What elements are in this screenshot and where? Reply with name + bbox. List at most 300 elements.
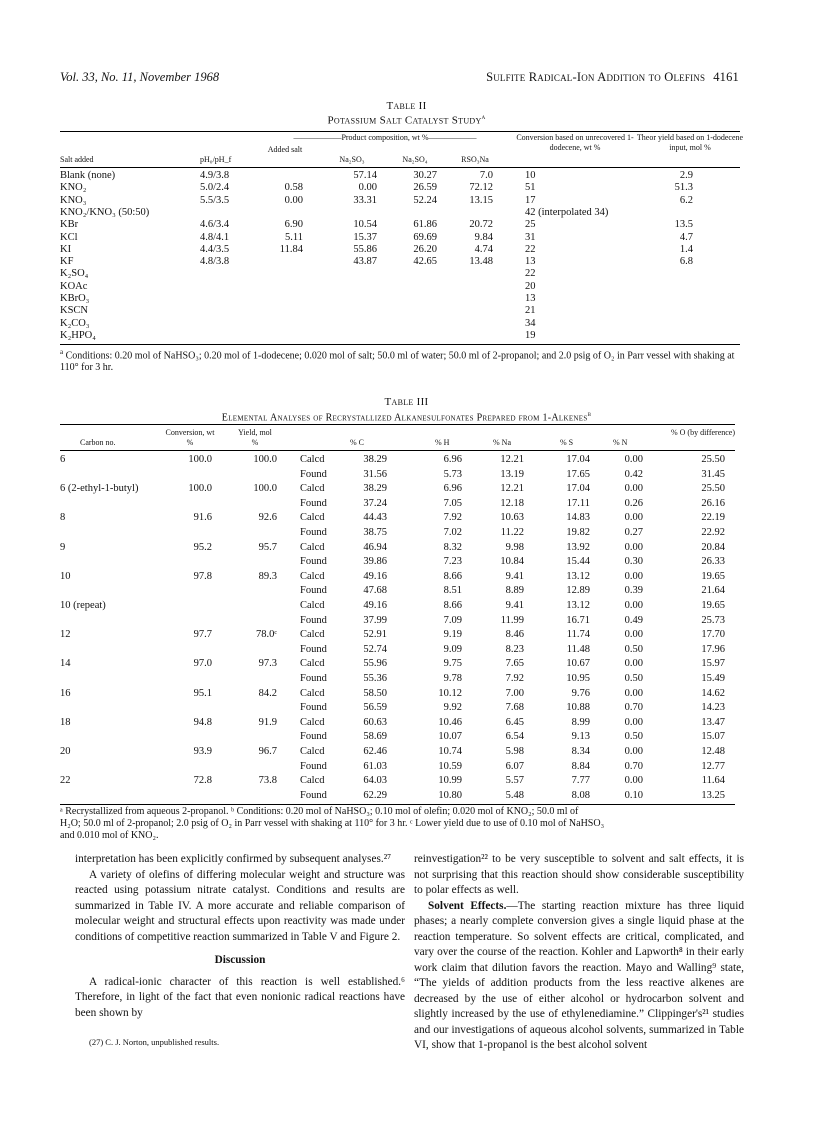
table3-cell-na: 6.54 <box>505 731 524 743</box>
table3-cell-s: 15.44 <box>566 556 590 568</box>
table3-cell-type: Found <box>300 497 327 509</box>
table3-cell-conv: 72.8 <box>193 775 212 787</box>
table2-header-ph: pH₀/pH_f <box>200 155 232 164</box>
table2-cell-theor: 51.3 <box>674 182 693 194</box>
table2-cell-na2so4: 69.69 <box>413 231 437 243</box>
table3-cell-yield: 91.9 <box>258 716 277 728</box>
table3-cell-n: 0.00 <box>624 600 643 611</box>
table3-cell-o: 26.16 <box>701 497 725 509</box>
table3-cell-yield: 100.0 <box>253 483 277 495</box>
table3-cell-c: 62.46 <box>363 746 387 757</box>
running-title-text: Sulfite Radical-Ion Addition to Olefins <box>486 70 706 84</box>
table2-cell-salt: KBrO₃ <box>60 293 90 304</box>
table3-cell-s: 17.04 <box>566 454 590 465</box>
table3-header-rule <box>60 450 735 451</box>
table3-cell-na: 5.57 <box>505 775 524 787</box>
table3-cell-h: 6.96 <box>443 483 462 495</box>
table3-cell-na: 5.98 <box>505 746 524 757</box>
table3-cell-type: Found <box>300 702 327 714</box>
table3-cell-na: 7.65 <box>505 658 524 670</box>
table3-cell-carbon: 8 <box>60 512 66 524</box>
table3-cell-na: 9.41 <box>505 570 524 582</box>
table3-cell-yield: 89.3 <box>258 570 277 582</box>
table3-title <box>0 410 813 423</box>
table3-cell-c: 47.68 <box>363 585 387 597</box>
left-paragraph-3: A radical-ionic character of this reaction is well established.⁶ Therefore, in light of the fact that even nonionic radical reactions have been shown by <box>75 975 405 1019</box>
table3-cell-na: 7.68 <box>505 702 524 714</box>
table2-header-added: Added salt <box>267 145 303 154</box>
table2-cell-conv: 22 <box>525 243 536 255</box>
table2-cell-theor: 4.7 <box>679 231 693 243</box>
table3-cell-yield: 73.8 <box>258 775 277 787</box>
table3-cell-o: 21.64 <box>701 585 725 597</box>
table2-cell-na2so3: 10.54 <box>353 219 377 231</box>
table3-cell-c: 61.03 <box>363 760 387 772</box>
table3-cell-n: 0.00 <box>624 541 643 553</box>
table3-cell-na: 7.92 <box>505 673 524 684</box>
table3-cell-s: 13.92 <box>566 541 590 553</box>
table3-cell-c: 38.75 <box>363 527 387 538</box>
table3-cell-type: Found <box>300 527 327 538</box>
table3-cell-na: 12.21 <box>500 483 524 495</box>
table2-cell-ph: 4.8/4.1 <box>200 231 230 243</box>
table2-cell-salt: KI <box>60 243 72 255</box>
table2-cell-salt: KNO₂/KNO₃ (50:50) <box>60 206 150 218</box>
table3-cell-n: 0.70 <box>624 760 643 772</box>
table3-cell-c: 58.50 <box>363 687 387 699</box>
table3-cell-s: 8.34 <box>571 746 590 757</box>
table3-cell-type: Calcd <box>300 629 325 641</box>
left-paragraph-2: A variety of olefins of differing molecular weight and structure was reacted using potassium nitrate catalyst. Conditions and results are summarized in Table IV. A more accurate and reliable comparison of molecular weight and structural effects upon reactivity was made under conditions of competitive reaction summarized in Table V and Figure 2. <box>75 868 405 943</box>
table3-cell-c: 31.56 <box>363 468 387 480</box>
table2-group-header-text: Product composition, wt % <box>341 133 429 142</box>
table3-footnote-line2: H₂O; 50.0 ml of 2-propanol; 2.0 psig of O₂ in Parr vessel with shaking at 110° for 3 hr. ᶜ Lower yield due to use of 0.10 mol of NaHSO₃ <box>60 818 605 829</box>
table2-footnote-mark: a <box>60 348 64 356</box>
table3-cell-h: 8.66 <box>443 570 462 582</box>
table3-header-s: % S <box>560 438 574 447</box>
table3-cell-s: 11.74 <box>566 629 590 641</box>
table3-cell-conv: 95.2 <box>193 541 212 553</box>
table2-cell-conv: 20 <box>525 280 536 292</box>
table3-cell-s: 10.88 <box>566 702 590 714</box>
table2-cell-ph: 5.0/2.4 <box>200 182 230 194</box>
table2-cell-added: 5.11 <box>285 231 303 243</box>
right-column <box>414 852 744 1054</box>
table3-cell-na: 8.89 <box>505 585 524 597</box>
table3-cell-o: 14.23 <box>701 702 725 714</box>
table2-cell-rso3na: 13.48 <box>469 256 493 268</box>
table3-cell-n: 0.00 <box>624 775 643 787</box>
table3-cell-n: 0.00 <box>624 483 643 495</box>
table2-cell-conv: 10 <box>525 170 536 181</box>
table3-cell-n: 0.39 <box>624 585 643 597</box>
table3-cell-conv: 95.1 <box>193 687 212 699</box>
table3-cell-na: 12.21 <box>500 454 524 465</box>
table3-cell-c: 49.16 <box>363 570 387 582</box>
table2-cell-conv: 17 <box>525 194 536 206</box>
table3-cell-yield: 100.0 <box>253 454 277 465</box>
table2-cell-ph: 4.9/3.8 <box>200 170 230 181</box>
table3-cell-o: 25.50 <box>701 483 725 495</box>
table2-cell-rso3na: 4.74 <box>474 243 493 255</box>
table3-cell-carbon: 10 (repeat) <box>60 600 106 611</box>
table3-cell-o: 26.33 <box>701 556 725 568</box>
table2-cell-na2so3: 33.31 <box>353 194 377 206</box>
table3-cell-o: 13.47 <box>701 716 725 728</box>
table3-cell-type: Found <box>300 556 327 568</box>
table2-header-conversion: Conversion based on unrecovered 1-dodecene, wt % <box>516 133 634 152</box>
table3-cell-na: 10.63 <box>500 512 524 524</box>
table3-cell-carbon: 9 <box>60 541 66 553</box>
table2-cell-conv: 31 <box>525 231 536 243</box>
table3-cell-na: 11.99 <box>500 614 524 626</box>
table3-cell-conv: 94.8 <box>193 716 212 728</box>
table3-cell-carbon: 12 <box>60 629 71 641</box>
table2-cell-na2so4: 61.86 <box>413 219 437 231</box>
table2-group-header: ——————Product composition, wt %—————— <box>293 133 477 142</box>
table3-cell-h: 9.78 <box>443 673 462 684</box>
table2-cell-theor: 13.5 <box>674 219 693 231</box>
table3-cell-carbon: 20 <box>60 746 71 757</box>
table3-cell-h: 10.46 <box>438 716 462 728</box>
table3-cell-h: 8.66 <box>443 600 462 611</box>
table3-cell-o: 15.97 <box>701 658 725 670</box>
table3-cell-h: 9.75 <box>443 658 462 670</box>
table3-cell-yield: 78.0ᶜ <box>255 629 277 641</box>
table3-cell-c: 62.29 <box>363 789 387 801</box>
table2-cell-conv: 51 <box>525 182 536 194</box>
reference-27: (27) C. J. Norton, unpublished results. <box>89 1037 220 1047</box>
table3-cell-s: 19.82 <box>566 527 590 538</box>
table3-cell-na: 6.07 <box>505 760 524 772</box>
table3-cell-conv: 97.0 <box>193 658 212 670</box>
table3-cell-s: 17.65 <box>566 468 590 480</box>
table2-cell-added: 6.90 <box>284 219 303 231</box>
table2-cell-conv: 13 <box>525 256 536 268</box>
table2-title-text: Potassium Salt Catalyst Study <box>327 114 482 127</box>
table3-cell-s: 10.67 <box>566 658 590 670</box>
table3-cell-na: 11.22 <box>500 527 524 538</box>
table2-cell-added: 0.58 <box>284 182 303 194</box>
journal-citation: Vol. 33, No. 11, November 1968 <box>60 70 220 84</box>
table2-cell-conv: 25 <box>525 219 536 231</box>
table3-cell-c: 55.96 <box>363 658 387 670</box>
table2-cell-added: 11.84 <box>279 243 303 255</box>
table3-cell-o: 19.65 <box>701 570 725 582</box>
table3-cell-c: 37.24 <box>363 497 387 509</box>
table3-cell-o: 22.92 <box>701 527 725 538</box>
table2-cell-rso3na: 7.0 <box>479 170 493 181</box>
table3-cell-conv: 93.9 <box>193 746 212 757</box>
table3-cell-na: 8.46 <box>505 629 524 641</box>
table2-footnote-text: Conditions: 0.20 mol of NaHSO₃; 0.20 mol of 1-dodecene; 0.020 mol of salt; 50.0 ml of water; 50.0 ml of 2-propanol; and 2.0 psig of O₂ in Parr vessel with shaking at 110° for 3 hr. <box>60 350 735 374</box>
right-paragraph-2 <box>414 899 744 1054</box>
table3-cell-type: Found <box>300 643 327 655</box>
table3-cell-h: 10.12 <box>438 687 462 699</box>
table3-cell-o: 31.45 <box>701 468 725 480</box>
table3-cell-type: Found <box>300 468 327 480</box>
table3-cell-c: 37.99 <box>363 614 387 626</box>
table2-cell-ph: 4.8/3.8 <box>200 256 230 268</box>
table3-cell-s: 14.83 <box>566 512 590 524</box>
table3-cell-h: 10.99 <box>438 775 462 787</box>
table3-cell-s: 13.12 <box>566 570 590 582</box>
table2-cell-salt: K₂HPO₄ <box>60 329 96 341</box>
table3-cell-c: 44.43 <box>363 512 387 524</box>
table2-cell-salt: KNO₃ <box>60 194 87 206</box>
table3-cell-type: Found <box>300 760 327 772</box>
table3-cell-yield: 92.6 <box>258 512 277 524</box>
table3-cell-o: 17.70 <box>701 629 725 641</box>
table3-cell-s: 10.95 <box>566 673 590 684</box>
table3-cell-carbon: 6 <box>60 454 66 465</box>
table2-cell-salt: KSCN <box>60 305 89 317</box>
table3-cell-n: 0.42 <box>624 468 643 480</box>
table2-cell-na2so4: 42.65 <box>413 256 437 268</box>
table3-cell-c: 52.74 <box>363 643 387 655</box>
table3-cell-type: Calcd <box>300 570 325 582</box>
table3-cell-h: 9.09 <box>443 643 462 655</box>
table3-cell-o: 11.64 <box>701 775 725 787</box>
table3-cell-conv: 97.7 <box>193 629 212 641</box>
table2-cell-conv: 13 <box>525 293 536 304</box>
table3-cell-na: 6.45 <box>505 716 524 728</box>
table2-cell-theor: 2.9 <box>679 170 693 181</box>
table2-cell-conv: 19 <box>525 329 536 341</box>
table3-cell-type: Found <box>300 731 327 743</box>
table2-cell-na2so4: 30.27 <box>413 170 437 181</box>
table3-header-o: % O (by difference) <box>670 428 736 437</box>
table3-cell-h: 5.73 <box>443 468 462 480</box>
table3-cell-h: 9.92 <box>443 702 462 714</box>
table2-cell-conv: 34 <box>525 317 536 329</box>
table3-cell-h: 6.96 <box>443 454 462 465</box>
table2-cell-salt: KOAc <box>60 280 88 292</box>
table3-cell-o: 12.48 <box>701 746 725 757</box>
table3-cell-conv: 100.0 <box>188 483 212 495</box>
table3-cell-type: Found <box>300 585 327 597</box>
table3-header-h: % H <box>435 438 450 447</box>
table2-header-theor-yield: Theor yield based on 1-dodecene input, mol % <box>636 133 744 152</box>
table3-cell-s: 8.84 <box>571 760 590 772</box>
table2-cell-rso3na: 13.15 <box>469 194 493 206</box>
table3-cell-conv: 97.8 <box>193 570 212 582</box>
table3-cell-h: 7.92 <box>443 512 462 524</box>
table3-cell-o: 12.77 <box>701 760 725 772</box>
table3-cell-type: Calcd <box>300 483 325 495</box>
table3-label: Table III <box>384 396 429 408</box>
table3-cell-s: 8.99 <box>571 716 590 728</box>
table3-cell-h: 10.80 <box>438 789 462 801</box>
table2-cell-na2so4: 26.59 <box>413 182 437 194</box>
table3-cell-h: 10.74 <box>438 746 462 757</box>
table3-cell-na: 9.41 <box>505 600 524 611</box>
table3-cell-h: 7.23 <box>443 556 462 568</box>
table3-cell-na: 7.00 <box>505 687 524 699</box>
table3-cell-n: 0.70 <box>624 702 643 714</box>
table3-cell-s: 11.48 <box>566 643 590 655</box>
table3-cell-type: Calcd <box>300 775 325 787</box>
table3-cell-type: Calcd <box>300 716 325 728</box>
table2-cell-ph: 4.4/3.5 <box>200 243 230 255</box>
subsection-heading-solvent-effects: Solvent Effects. <box>428 899 507 912</box>
table3-cell-c: 60.63 <box>363 716 387 728</box>
table2-cell-rso3na: 9.84 <box>474 231 493 243</box>
table3-cell-conv: 100.0 <box>188 454 212 465</box>
table3-bottom-rule <box>60 804 735 805</box>
table3-cell-s: 17.11 <box>566 497 590 509</box>
table3-cell-c: 49.16 <box>363 600 387 611</box>
table3-cell-n: 0.00 <box>624 629 643 641</box>
table2-cell-salt: K₂SO₄ <box>60 268 89 280</box>
table2-cell-theor: 6.2 <box>679 194 693 206</box>
table3-cell-yield: 96.7 <box>258 746 277 757</box>
table2-cell-salt: KBr <box>60 219 79 231</box>
table3-cell-na: 13.19 <box>500 468 524 480</box>
table3-footnote-line1: ᵃ Recrystallized from aqueous 2-propanol. ᵇ Conditions: 0.20 mol of NaHSO₃; 0.10 mol of olefin; 0.020 mol of KNO₂; 50.0 ml of <box>60 806 579 817</box>
table3-cell-s: 9.76 <box>571 687 590 699</box>
table3-cell-n: 0.00 <box>624 746 643 757</box>
table3-title-sup: b <box>587 410 592 418</box>
table2-cell-na2so3: 55.86 <box>353 243 377 255</box>
table3-cell-type: Calcd <box>300 687 325 699</box>
table3-cell-c: 38.29 <box>363 454 387 465</box>
table2-title-sup: a <box>481 113 486 121</box>
table2-cell-rso3na: 20.72 <box>469 219 493 231</box>
table3-cell-o: 25.73 <box>701 614 725 626</box>
table3-cell-o: 25.50 <box>701 454 725 465</box>
table3-cell-type: Calcd <box>300 512 325 524</box>
right-paragraph-1: reinvestigation²² to be very susceptible to solvent and salt effects, it is not surprising that this reaction should show considerable susceptibility to polar effects as well. <box>414 853 744 896</box>
table3-cell-n: 0.00 <box>624 687 643 699</box>
table2-cell-na2so3: 57.14 <box>353 170 377 181</box>
table3-cell-n: 0.00 <box>624 570 643 582</box>
table3-cell-n: 0.30 <box>624 556 643 568</box>
table2-cell-salt: KCl <box>60 231 78 243</box>
table3-cell-n: 0.49 <box>624 614 643 626</box>
table2-header-salt: Salt added <box>60 155 94 164</box>
section-heading-discussion: Discussion <box>214 954 266 966</box>
table2-cell-na2so4: 52.24 <box>413 194 437 206</box>
table3-cell-n: 0.10 <box>624 789 643 801</box>
table2-cell-salt: KNO₂ <box>60 182 87 194</box>
table3-cell-type: Calcd <box>300 541 325 553</box>
table3-cell-n: 0.50 <box>624 673 643 684</box>
left-column <box>75 852 405 1051</box>
table3-cell-type: Found <box>300 789 327 801</box>
table3-header-na: % Na <box>493 438 511 447</box>
table3-cell-s: 12.89 <box>566 585 590 597</box>
table3-cell-c: 56.59 <box>363 702 387 714</box>
table2-cell-ph: 4.6/3.4 <box>200 219 230 231</box>
table3-cell-carbon: 16 <box>60 687 71 699</box>
table3-cell-h: 10.59 <box>438 760 462 772</box>
table2-cell-theor: 6.8 <box>679 256 693 268</box>
table3-cell-s: 7.77 <box>571 775 590 787</box>
table2-footnote <box>60 346 740 374</box>
table3-cell-c: 58.69 <box>363 731 387 743</box>
table3-cell-o: 13.25 <box>701 789 725 801</box>
table3-cell-s: 8.08 <box>571 789 590 801</box>
table3-cell-na: 5.48 <box>505 789 524 801</box>
table2-header-na2so3: Na₂SO₃ <box>339 155 365 164</box>
table3-cell-o: 22.19 <box>701 512 725 524</box>
table3-cell-yield: 84.2 <box>258 687 277 699</box>
table3-top-rule <box>60 424 735 425</box>
table3-cell-s: 16.71 <box>566 614 590 626</box>
table2-cell-na2so3: 43.87 <box>353 256 377 268</box>
page-number: 4161 <box>713 70 739 84</box>
table3-cell-s: 9.13 <box>571 731 590 743</box>
table3-cell-s: 17.04 <box>566 483 590 495</box>
table3-cell-o: 15.07 <box>701 731 725 743</box>
table3-cell-carbon: 18 <box>60 716 71 728</box>
table3-cell-h: 7.02 <box>443 527 462 538</box>
table3-cell-o: 20.84 <box>701 541 725 553</box>
table3-cell-type: Calcd <box>300 454 325 465</box>
table3-header-conversion: Conversion, wt % <box>165 428 215 447</box>
table3-cell-c: 46.94 <box>363 541 387 553</box>
table2-cell-added: 0.00 <box>284 194 303 206</box>
table3-cell-n: 0.00 <box>624 658 643 670</box>
table3-cell-yield: 97.3 <box>258 658 277 670</box>
table2-header-na2so4: Na₂SO₄ <box>402 155 428 164</box>
table2-label: Table II <box>386 100 427 112</box>
table2-title <box>0 113 813 127</box>
table3-cell-o: 17.96 <box>701 643 725 655</box>
table3-cell-o: 15.49 <box>701 673 725 684</box>
table3-cell-type: Calcd <box>300 658 325 670</box>
table3-cell-na: 9.98 <box>505 541 524 553</box>
table3-cell-c: 38.29 <box>363 483 387 495</box>
table3-cell-na: 8.23 <box>505 643 524 655</box>
table3-cell-n: 0.50 <box>624 643 643 655</box>
table3-title-text: Elemental Analyses of Recrystallized Alkanesulfonates Prepared from 1-Alkenes <box>221 412 588 424</box>
table3-cell-carbon: 10 <box>60 570 71 582</box>
table2-cell-theor: 1.4 <box>679 243 693 255</box>
table3-cell-h: 8.51 <box>443 585 462 597</box>
table3-cell-yield: 95.7 <box>258 541 277 553</box>
table2-header-rule <box>60 167 740 168</box>
table3-cell-type: Found <box>300 614 327 626</box>
table2-bottom-rule <box>60 344 740 345</box>
table2-cell-na2so3: 15.37 <box>353 231 377 243</box>
table3-footnote-line3: and 0.010 mol of KNO₂. <box>60 830 159 841</box>
table2-cell-na2so4: 26.20 <box>413 243 437 255</box>
table3-cell-o: 14.62 <box>701 687 725 699</box>
table2-cell-na2so3: 0.00 <box>358 182 377 194</box>
table3-cell-n: 0.00 <box>624 716 643 728</box>
table3-cell-h: 10.07 <box>438 731 462 743</box>
table3-cell-carbon: 6 (2-ethyl-1-butyl) <box>60 483 139 495</box>
table3-cell-n: 0.50 <box>624 731 643 743</box>
table3-cell-conv: 91.6 <box>193 512 212 524</box>
table2-cell-salt: Blank (none) <box>60 170 116 181</box>
table3-cell-n: 0.26 <box>624 497 643 509</box>
table3-cell-h: 7.09 <box>443 614 462 626</box>
table3-cell-type: Found <box>300 673 327 684</box>
table2-cell-ph: 5.5/3.5 <box>200 194 230 206</box>
table2-cell-rso3na: 72.12 <box>469 182 493 194</box>
table3-footnotes <box>60 806 740 842</box>
table3-cell-n: 0.27 <box>624 527 643 538</box>
left-paragraph-1: interpretation has been explicitly confirmed by subsequent analyses.²⁷ <box>75 853 392 865</box>
right-paragraph-2-text: —The starting reaction mixture has three liquid phases; a nearly complete conversion gives a single liquid phase at the reaction temperature. So solvent effects are critical, complicated, and vary over the course of the reaction. Kohler and Lapworth⁸ in their early work claim that dilution favors the reaction. Mayo and Walling⁹ state, “The yields of addition products from the less reactive alkenes are decreased by the use of either alcohol or hydrocarbon solvent and slightly increased by the use of ethylenediamine.” Clippinger's²¹ studies and our investigations of aqueous alcohol solvents, summarized in Table VI, show that 1-propanol is the best alcohol solvent <box>414 899 744 1051</box>
running-title <box>486 70 739 85</box>
table2-top-rule <box>60 131 740 132</box>
table3-cell-h: 8.32 <box>443 541 462 553</box>
table2-cell-salt: K₂CO₃ <box>60 317 90 329</box>
